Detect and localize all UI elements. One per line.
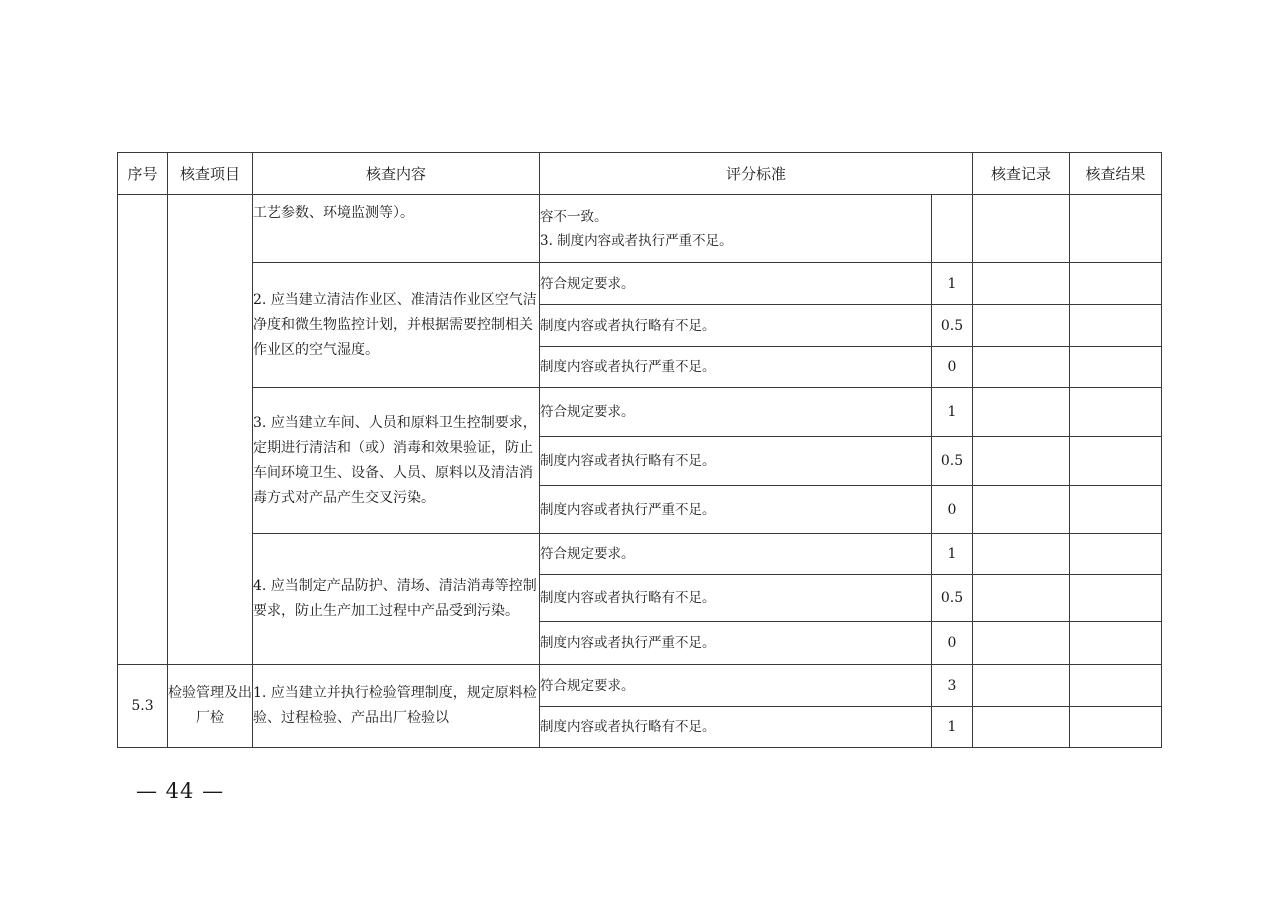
- record-cell[interactable]: [973, 263, 1070, 305]
- table-header-row: [118, 153, 1162, 195]
- criteria-cell: 制度内容或者执行严重不足。: [540, 347, 932, 388]
- item-cell: 检验管理及出厂检: [168, 665, 253, 748]
- content-cell: 工艺参数、环境监测等）。: [253, 195, 540, 263]
- header-content: 核查内容: [253, 153, 540, 195]
- score-cell: 0: [932, 486, 973, 534]
- criteria-cell: 制度内容或者执行略有不足。: [540, 575, 932, 622]
- criteria-cell: 制度内容或者执行严重不足。: [540, 486, 932, 534]
- table-row: [118, 195, 1162, 263]
- record-cell[interactable]: [973, 347, 1070, 388]
- content-cell: 1. 应当建立并执行检验管理制度，规定原料检验、过程检验、产品出厂检验以: [253, 665, 540, 748]
- inspection-table: [117, 152, 1162, 748]
- seq-cell-empty: [118, 195, 168, 665]
- score-cell: 1: [932, 707, 973, 748]
- result-cell[interactable]: [1070, 665, 1162, 707]
- record-cell[interactable]: [973, 305, 1070, 347]
- header-result: 核查结果: [1070, 153, 1162, 195]
- criteria-cell: 制度内容或者执行略有不足。: [540, 707, 932, 748]
- score-cell: 1: [932, 263, 973, 305]
- result-cell[interactable]: [1070, 195, 1162, 263]
- header-criteria: 评分标准: [540, 153, 973, 195]
- record-cell[interactable]: [973, 622, 1070, 665]
- header-seq: 序号: [118, 153, 168, 195]
- result-cell[interactable]: [1070, 707, 1162, 748]
- record-cell[interactable]: [973, 534, 1070, 575]
- criteria-cell: [540, 195, 932, 263]
- score-cell: 0.5: [932, 575, 973, 622]
- criteria-line: 容不一致。: [540, 208, 608, 225]
- table-row: [118, 388, 1162, 437]
- score-cell: 0: [932, 622, 973, 665]
- record-cell[interactable]: [973, 437, 1070, 486]
- criteria-cell: 符合规定要求。: [540, 263, 932, 305]
- record-cell[interactable]: [973, 388, 1070, 437]
- result-cell[interactable]: [1070, 347, 1162, 388]
- criteria-cell: 制度内容或者执行略有不足。: [540, 437, 932, 486]
- item-cell-empty: [168, 195, 253, 665]
- criteria-cell: 制度内容或者执行严重不足。: [540, 622, 932, 665]
- score-cell: 3: [932, 665, 973, 707]
- criteria-line: 3. 制度内容或者执行严重不足。: [540, 232, 733, 249]
- result-cell[interactable]: [1070, 622, 1162, 665]
- table-row: [118, 263, 1162, 305]
- record-cell[interactable]: [973, 486, 1070, 534]
- score-cell: 0: [932, 347, 973, 388]
- result-cell[interactable]: [1070, 388, 1162, 437]
- record-cell[interactable]: [973, 195, 1070, 263]
- result-cell[interactable]: [1070, 305, 1162, 347]
- record-cell[interactable]: [973, 707, 1070, 748]
- criteria-cell: 符合规定要求。: [540, 534, 932, 575]
- criteria-cell: 符合规定要求。: [540, 388, 932, 437]
- record-cell[interactable]: [973, 665, 1070, 707]
- content-cell: 4. 应当制定产品防护、清场、清洁消毒等控制要求，防止生产加工过程中产品受到污染。: [253, 534, 540, 665]
- score-cell: 0.5: [932, 305, 973, 347]
- score-cell: [932, 195, 973, 263]
- result-cell[interactable]: [1070, 263, 1162, 305]
- score-cell: 1: [932, 534, 973, 575]
- header-record: 核查记录: [973, 153, 1070, 195]
- content-cell: 2. 应当建立清洁作业区、准清洁作业区空气洁净度和微生物监控计划，并根据需要控制相关作业区的空气湿度。: [253, 263, 540, 388]
- criteria-cell: 制度内容或者执行略有不足。: [540, 305, 932, 347]
- score-cell: 0.5: [932, 437, 973, 486]
- header-item: 核查项目: [168, 153, 253, 195]
- table-row: [118, 534, 1162, 575]
- page-number: — 44 —: [136, 779, 225, 803]
- seq-cell: 5.3: [118, 665, 168, 748]
- table-row: [118, 665, 1162, 707]
- result-cell[interactable]: [1070, 534, 1162, 575]
- result-cell[interactable]: [1070, 486, 1162, 534]
- result-cell[interactable]: [1070, 437, 1162, 486]
- result-cell[interactable]: [1070, 575, 1162, 622]
- record-cell[interactable]: [973, 575, 1070, 622]
- criteria-cell: 符合规定要求。: [540, 665, 932, 707]
- score-cell: 1: [932, 388, 973, 437]
- content-cell: 3. 应当建立车间、人员和原料卫生控制要求，定期进行清洁和（或）消毒和效果验证，防止车间环境卫生、设备、人员、原料以及清洁消毒方式对产品产生交叉污染。: [253, 388, 540, 534]
